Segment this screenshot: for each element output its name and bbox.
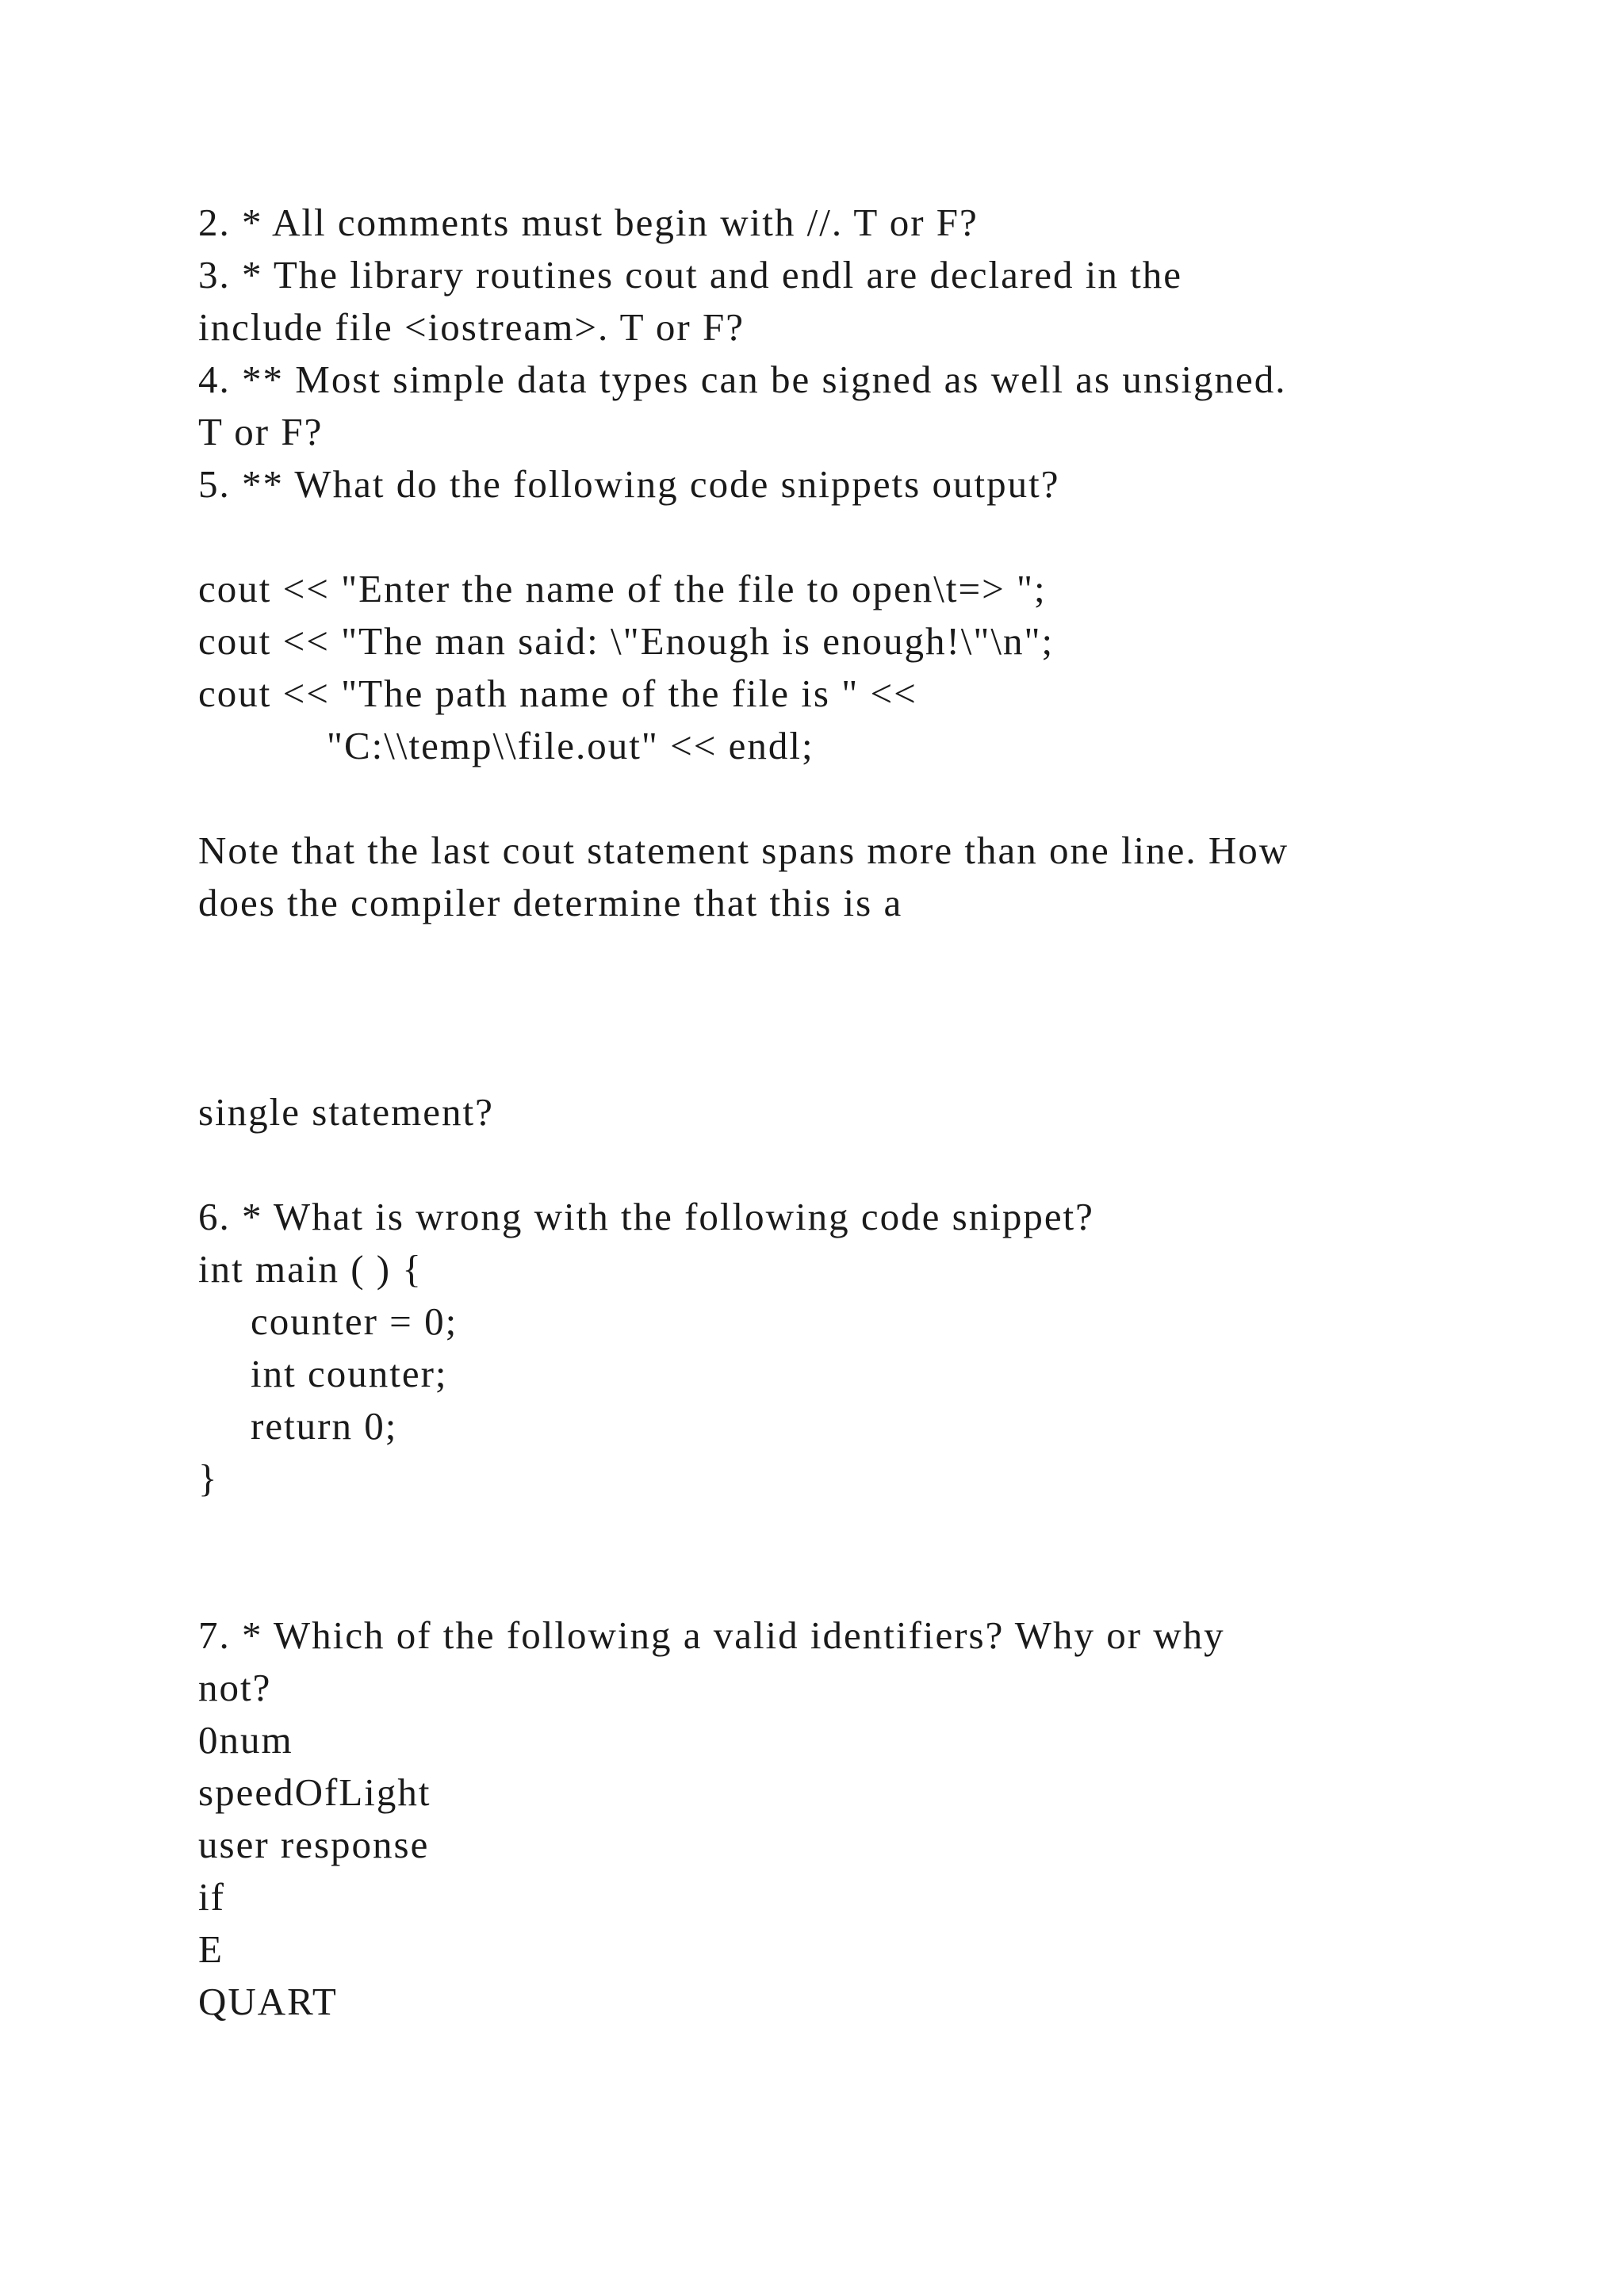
code-counter-decl: int counter; [251,1352,448,1395]
identifier-0num: 0num [198,1718,293,1762]
question-4-line-1: 4. ** Most simple data types can be signed as well as unsigned. [198,358,1287,401]
code-main: int main ( ) { [198,1247,423,1291]
question-2: 2. * All comments must begin with //. T or F? [198,201,979,244]
question-7-line-2: not? [198,1666,272,1709]
note-line-1: Note that the last cout statement spans more than one line. How [198,828,1289,872]
code-return: return 0; [251,1404,398,1448]
note-line-2: does the compiler determine that this is a [198,881,903,924]
code-line-4: "C:\\temp\\file.out" << endl; [327,724,814,767]
code-line-2: cout << "The man said: \"Enough is enough!\"\n"; [198,619,1055,663]
code-counter-assign: counter = 0; [251,1299,458,1343]
question-5: 5. ** What do the following code snippets output? [198,462,1060,506]
question-7-line-1: 7. * Which of the following a valid identifiers? Why or why [198,1613,1225,1657]
code-line-1: cout << "Enter the name of the file to open\t=> "; [198,567,1047,610]
question-4-line-2: T or F? [198,410,324,453]
identifier-quart: QUART [198,1980,338,2023]
question-6: 6. * What is wrong with the following code snippet? [198,1195,1094,1238]
identifier-user-response: user response [198,1823,430,1866]
question-3-line-2: include file <iostream>. T or F? [198,305,745,349]
identifier-e: E [198,1927,224,1971]
identifier-speedoflight: speedOfLight [198,1770,431,1814]
identifier-if: if [198,1875,225,1919]
question-3-line-1: 3. * The library routines cout and endl are declared in the [198,253,1182,297]
code-close-brace: } [198,1456,219,1500]
code-line-3: cout << "The path name of the file is " << [198,672,917,715]
note-line-3: single statement? [198,1090,494,1134]
